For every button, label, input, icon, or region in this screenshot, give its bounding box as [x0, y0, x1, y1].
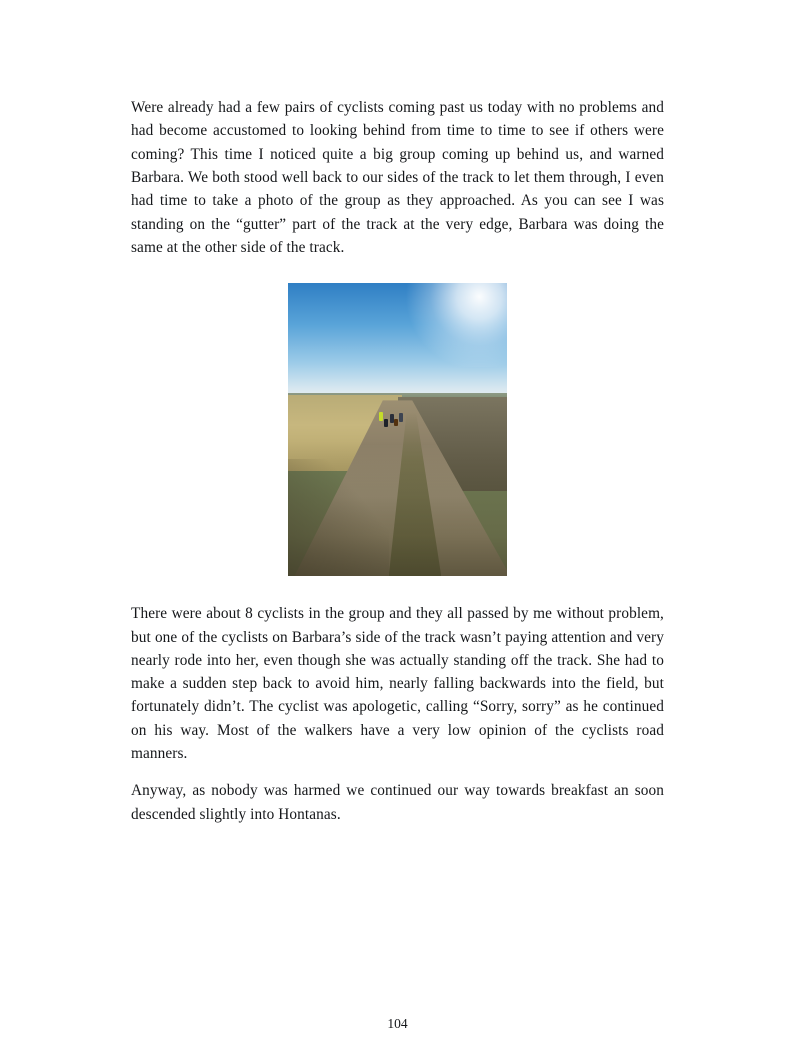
figure-container: [131, 283, 664, 576]
photo-cyclist: [399, 413, 403, 422]
photo-cyclist: [379, 412, 383, 421]
page-number: 104: [387, 1016, 408, 1031]
photo-shadow: [288, 459, 389, 576]
photo-sun-glare: [405, 283, 507, 367]
page-content: [131, 96, 664, 826]
photo-cyclist: [394, 419, 398, 426]
paragraph-2: There were about 8 cyclists in the group and they all passed by me without problem, but one of the cyclists on Barbara’s side of the track wasn’t paying attention and very nearly rode into her, even though she was actually standing off the track. She had to make a sudden step back to avoid him, nearly falling backwards into the field, but fortunately didn’t. The cyclist was apologetic, calling “Sorry, sorry” as he continued on his way. Most of the walkers have a very low opinion of the cyclists road manners.: [131, 605, 664, 763]
photo-cyclist: [384, 419, 388, 427]
paragraph-1: Were already had a few pairs of cyclists coming past us today with no problems and had become accustomed to looking behind from time to time to see if others were coming? This time I noticed quite a big group coming up behind us, and warned Barbara. We both stood well back to our sides of the track to let them through, I even had time to take a photo of the group as they approached. As you can see I was standing on the “gutter” part of the track at the very edge, Barbara was doing the same at the other side of the track.: [131, 99, 664, 256]
paragraph-3: Anyway, as nobody was harmed we continued our way towards breakfast an soon descended slightly into Hontanas.: [131, 782, 664, 823]
photo-cyclists-on-track: [288, 283, 507, 576]
